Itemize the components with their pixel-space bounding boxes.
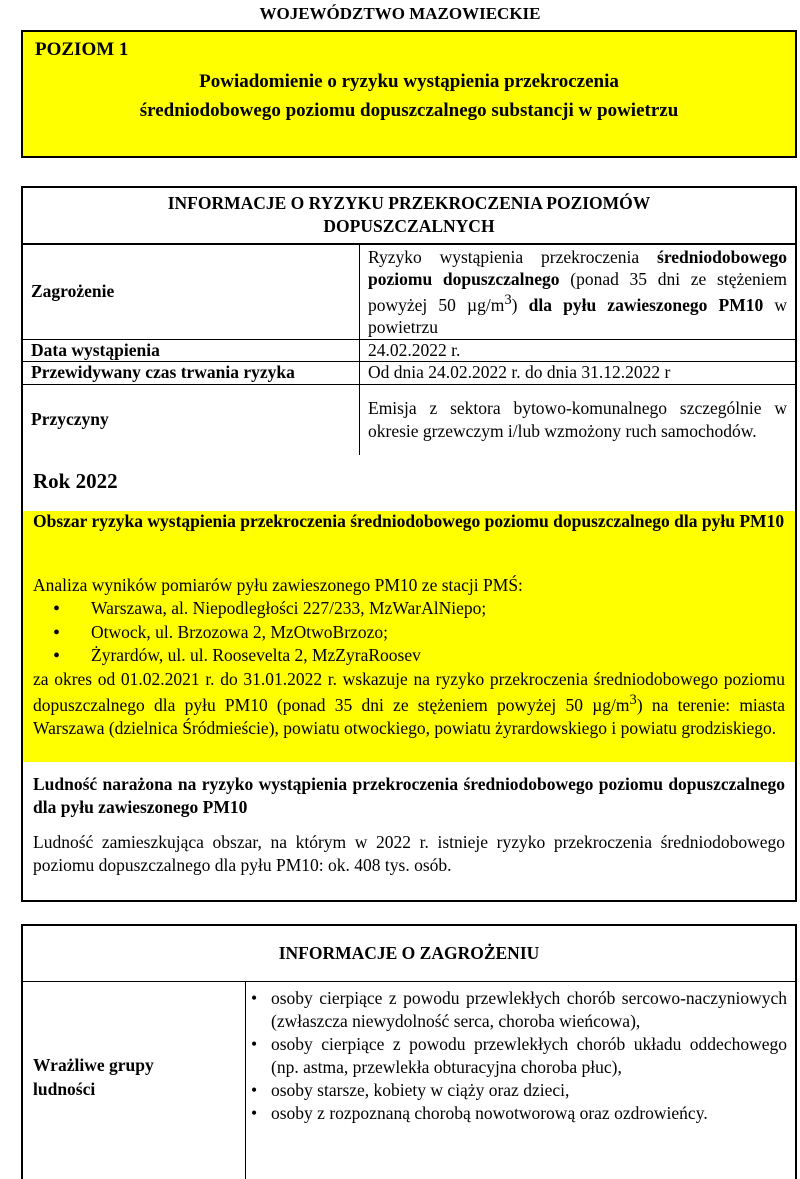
station-list [49, 598, 486, 669]
causes-value: Emisja z sektora bytowo-komunalnego szczególnie w okresie grzewczym i/lub wzmożony ruch samochodów. [360, 384, 796, 455]
causes-label: Przyczyny [23, 384, 360, 455]
notification-title-line1: Powiadomienie o ryzyku wystąpienia przekroczenia [199, 71, 619, 92]
threat-text: ) [511, 294, 529, 315]
list-item: • osoby cierpiące z powodu przewlekłych chorób sercowo-naczyniowych (zwłaszcza niewydolność serca, choroba wieńcowa), [248, 987, 787, 1033]
voivodeship-title: WOJEWÓDZTWO MAZOWIECKIE [259, 4, 541, 23]
risk-area-heading: Obszar ryzyka wystąpienia przekroczenia średniodobowego poziomu dopuszczalnego dla pyłu PM10 [33, 511, 785, 531]
risk-area-section [23, 511, 795, 762]
threat-info-box [21, 924, 797, 1179]
duration-row [23, 362, 795, 384]
threat-bold-text: dla pyłu zawieszonego PM10 [528, 294, 764, 315]
level-banner [21, 30, 797, 158]
threat-label: Zagrożenie [23, 245, 360, 340]
date-value: 24.02.2022 r. [360, 340, 796, 362]
threat-text: Ryzyko wystąpienia przekroczenia [368, 246, 658, 267]
duration-value: Od dnia 24.02.2022 r. do dnia 31.12.2022 r [360, 362, 796, 384]
threat-text: (ponad 35 dni ze stężeniem powyżej 50 µg/m [368, 269, 787, 315]
list-item: • Żyrardów, ul. ul. Roosevelta 2, MzZyraRoosev [49, 645, 486, 669]
list-item: • Warszawa, al. Niepodległości 227/233, MzWarAlNiepo; [49, 598, 486, 622]
analysis-text: ) na terenie: miasta Warszawa (dzielnica Śródmieście), powiatu otwockiego, powiatu żyrardowskiego i powiatu grodziskiego. [33, 694, 786, 739]
date-row [23, 340, 795, 362]
threat-info-heading: INFORMACJE O ZAGROŻENIU [23, 926, 795, 982]
risk-info-box [21, 186, 797, 902]
level-label: POZIOM 1 [35, 39, 129, 60]
risk-info-heading-line2: DOPUSZCZALNYCH [323, 215, 495, 236]
analysis-conclusion [33, 668, 785, 740]
threat-bold-text: średniodobowego poziomu dopuszczalnego [368, 246, 787, 290]
sensitive-groups-label [33, 1054, 154, 1101]
notification-title [23, 68, 795, 125]
year-label: Rok 2022 [33, 469, 118, 493]
risk-info-heading [23, 188, 795, 244]
unit-superscript: 3 [504, 291, 512, 308]
list-item: • osoby starsze, kobiety w ciąży oraz dzieci, [248, 1079, 787, 1102]
threat-value [360, 245, 796, 340]
list-item: • Otwock, ul. Brzozowa 2, MzOtwoBrzozo; [49, 622, 486, 646]
notification-title-line2: średniodobowego poziomu dopuszczalnego substancji w powietrzu [139, 99, 679, 121]
analysis-intro: Analiza wyników pomiarów pyłu zawieszonego PM10 ze stacji PMŚ: [33, 575, 523, 595]
threat-text: w powietrzu [368, 294, 788, 337]
risk-table [23, 244, 795, 455]
sensitive-groups-cell [23, 981, 246, 1179]
population-text: Ludność zamieszkująca obszar, na którym w 2022 r. istnieje ryzyko przekroczenia średniodobowego poziomu dopuszczalnego dla pyłu PM10: ok. 408 tys. osób. [33, 832, 785, 876]
duration-label: Przewidywany czas trwania ryzyka [23, 362, 360, 384]
list-item: • osoby cierpiące z powodu przewlekłych chorób układu oddechowego (np. astma, przewlekła obturacyjna choroba płuc), [248, 1033, 787, 1079]
list-item: • osoby z rozpoznaną chorobą nowotworową oraz ozdrowieńcy. [248, 1102, 787, 1125]
analysis-text: za okres od 01.02.2021 r. do 31.01.2022 r. wskazuje na ryzyko przekroczenia średniodobowego poziomu dopuszczalnego dla pyłu PM10 (ponad 35 dni ze stężeniem powyżej 50 µg/m [33, 669, 785, 715]
sensitive-groups-list [248, 987, 787, 1126]
population-heading: Ludność narażona na ryzyko wystąpienia przekroczenia średniodobowego poziomu dopuszczalnego dla pyłu zawieszonego PM10 [33, 774, 785, 818]
sensitive-groups-label-line2: ludności [33, 1078, 96, 1099]
population-section [33, 773, 785, 877]
unit-superscript: 3 [629, 692, 637, 709]
causes-row [23, 384, 795, 455]
date-label: Data wystąpienia [23, 340, 360, 362]
threat-row [23, 245, 795, 340]
sensitive-groups-label-line1: Wrażliwe grupy [33, 1055, 154, 1075]
risk-info-heading-line1: INFORMACJE O RYZYKU PRZEKROCZENIA POZIOMÓW [167, 193, 651, 213]
